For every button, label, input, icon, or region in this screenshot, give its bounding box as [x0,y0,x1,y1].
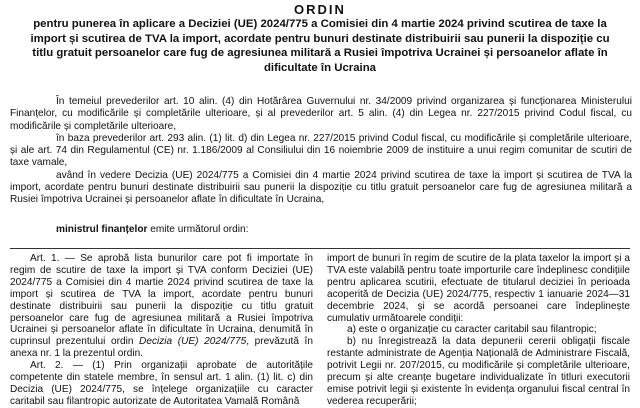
right-paragraph: import de bunuri în regim de scutire de la plata taxelor la import și a TVA este valabilă pentru toate importurile care îndeplinesc condițiile pentru aplicarea scutirii, efectuate de titularul deciziei în perioada acoperită de Decizia (UE) 2024/775, respectiv 1 ianuarie 2024—31 decembrie 2024, și se acordă persoanei care îndeplinește cumulativ următoarele condiții: [327,253,630,324]
document-title: ORDIN [294,2,346,17]
preamble-paragraph: având în vedere Decizia (UE) 2024/775 a Comisiei din 4 martie 2024 privind scutirea de taxe la import și scutirea de TVA la import, acordate pentru bunuri destinate distribuirii sau punerii la dispoziție cu titlu gratuit persoanelor care fug de agresiunea militară a Rusiei împotriva Ucrainei și persoanelor aflate în dificultate în Ucraina, [10,169,632,206]
article-2 [10,360,313,408]
issuer-name: ministrul finanțelor [56,224,148,235]
article-2-label: Art. 2. [30,360,64,372]
preamble-paragraph: În temeiul prevederilor art. 10 alin. (4) din Hotărârea Guvernului nr. 34/2009 privind organizarea și funcționarea Ministerului Finanțelor, cu modificările și completările ulterioare, și al prevederilor art. 5 alin. (4) din Legea nr. 227/2015 privind Codul fiscal, cu modificările și completările ulterioare, [10,96,632,132]
left-column [10,253,313,408]
issuer-line [10,224,632,236]
document-subtitle: pentru punerea în aplicare a Deciziei (UE) 2024/775 a Comisiei din 4 martie 2024 privind scutirea de taxe la import și scutirea de TVA la import, acordate pentru bunuri destinate distribuirii sau punerii la dispoziție cu titlu gratuit persoanelor care fug de agresiunea militară a Rusiei împotriva Ucrainei și persoanelor aflate în dificultate în Ucraina [30,18,610,75]
article-1 [10,253,313,360]
article-1-italic: Decizia (UE) 2024/775 [139,336,247,348]
preamble [10,96,632,207]
issuer-paragraph [10,224,632,236]
article-1-text: — Se aprobă lista bunurilor care pot fi importate în regim de scutire de taxe la import și TVA conform Deciziei (UE) 2024/775 a Comisiei din 4 martie 2024 privind scutirea de taxe la import și scutirea de TVA la import, acordate pentru bunuri destinate distribuirii sau punerii la dispoziție cu titlu gratuit persoanelor care fug de agresiunea militară a Rusiei împotriva Ucrainei și persoanelor aflate în dificultate în Ucraina, denumită în cuprinsul prezentului ordin [10,253,313,348]
article-1-tail: , prevăzută în anexa nr. 1 la prezentul ordin. [10,336,313,360]
issuer-text: emite următorul ordin: [147,224,249,235]
article-2-text: — (1) Prin organizații aprobate de autoritățile competente din statele membre, în sensul art. 1 alin. (1) lit. c) din Decizia (UE) 2024/775, se înțelege organizațiile cu caracter caritabil sau filantropic autorizate de Autoritatea Vamală Română [10,360,313,407]
preamble-paragraph: în baza prevederilor art. 293 alin. (1) lit. d) din Legea nr. 227/2015 privind Codul fiscal, cu modificările și completările ulterioare, și ale art. 74 din Regulamentul (CE) nr. 1.186/2009 al Consiliului din 16 noiembrie 2009 de instituire a unui regim comunitar de scutiri de taxe vamale, [10,132,632,169]
section-divider [10,248,630,249]
condition-a: a) este o organizație cu caracter caritabil sau filantropic; [347,324,597,336]
right-column [327,253,630,408]
condition-b: b) nu înregistrează la data depunerii cererii obligații fiscale restante administrate de Agenția Națională de Administrare Fiscală, potrivit Legii nr. 207/2015, cu modificările și completările ulterioare, precum și alte creanțe bugetare individualizate în titluri executorii emise potrivit legii și existente în evidența organului fiscal central în vederea recuperării; [327,336,630,407]
article-1-label: Art. 1. [30,253,60,264]
